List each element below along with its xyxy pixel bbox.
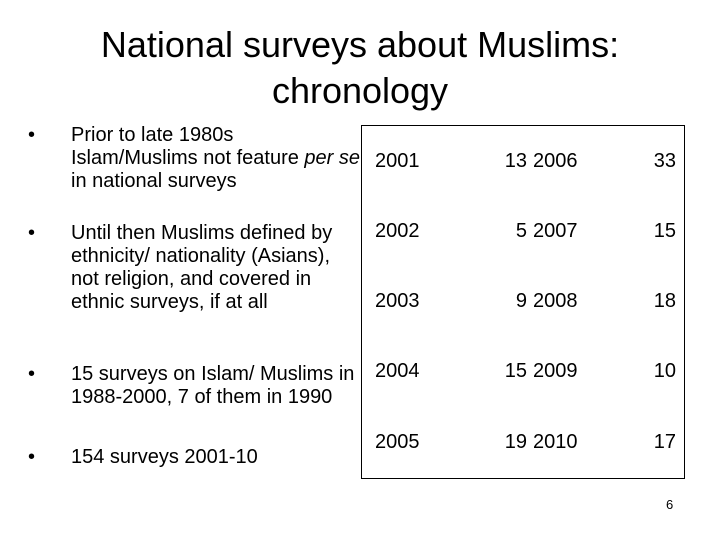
bullet-marker: • — [28, 222, 36, 244]
page-number: 6 — [666, 497, 674, 512]
year-cell: 2007 — [533, 220, 578, 243]
count-cell: 18 — [653, 290, 676, 313]
count-cell: 33 — [653, 150, 676, 172]
count-cell: 9 — [515, 290, 527, 313]
bullet-marker: • — [28, 446, 36, 468]
title-line-1: National surveys about Muslims: — [100, 24, 620, 65]
bullet-text: Until then Muslims defined by ethnicity/ nationality (Asians), not religion, and covered in ethnic surveys, if at all — [71, 222, 333, 313]
count-cell: 19 — [504, 430, 527, 453]
count-cell: 10 — [653, 360, 676, 383]
table-row — [362, 337, 685, 407]
title-line-2: chronology — [271, 70, 449, 111]
year-cell: 2001 — [375, 150, 420, 172]
slide-title — [0, 22, 720, 114]
bullet-marker: • — [28, 363, 36, 385]
year-cell: 2006 — [533, 150, 578, 172]
bullet-text-part: Prior to late 1980s Islam/Muslims not feature — [71, 124, 305, 169]
table-row — [362, 126, 685, 198]
year-cell: 2008 — [533, 290, 578, 313]
count-cell: 17 — [653, 430, 676, 453]
count-cell: 15 — [653, 220, 676, 243]
bullet-text: 15 surveys on Islam/ Muslims in 1988-2000, 7 of them in 1990 — [71, 363, 355, 408]
survey-count-table — [361, 125, 685, 479]
bullet-text-emphasis: per se — [304, 147, 361, 169]
year-cell: 2004 — [375, 360, 420, 383]
year-cell: 2009 — [533, 360, 578, 383]
year-cell: 2005 — [375, 430, 420, 453]
table-row — [362, 267, 685, 337]
year-cell: 2010 — [533, 430, 578, 453]
bullet-text — [71, 124, 361, 193]
count-cell: 13 — [504, 150, 527, 172]
count-cell: 5 — [515, 220, 527, 243]
table-row — [362, 407, 685, 479]
table-row — [362, 197, 685, 267]
year-cell: 2002 — [375, 220, 420, 243]
bullet-marker: • — [28, 124, 36, 146]
count-cell: 15 — [504, 360, 527, 383]
year-cell: 2003 — [375, 290, 420, 313]
bullet-text-part: in national surveys — [71, 170, 237, 192]
bullet-text: 154 surveys 2001-10 — [71, 446, 258, 468]
